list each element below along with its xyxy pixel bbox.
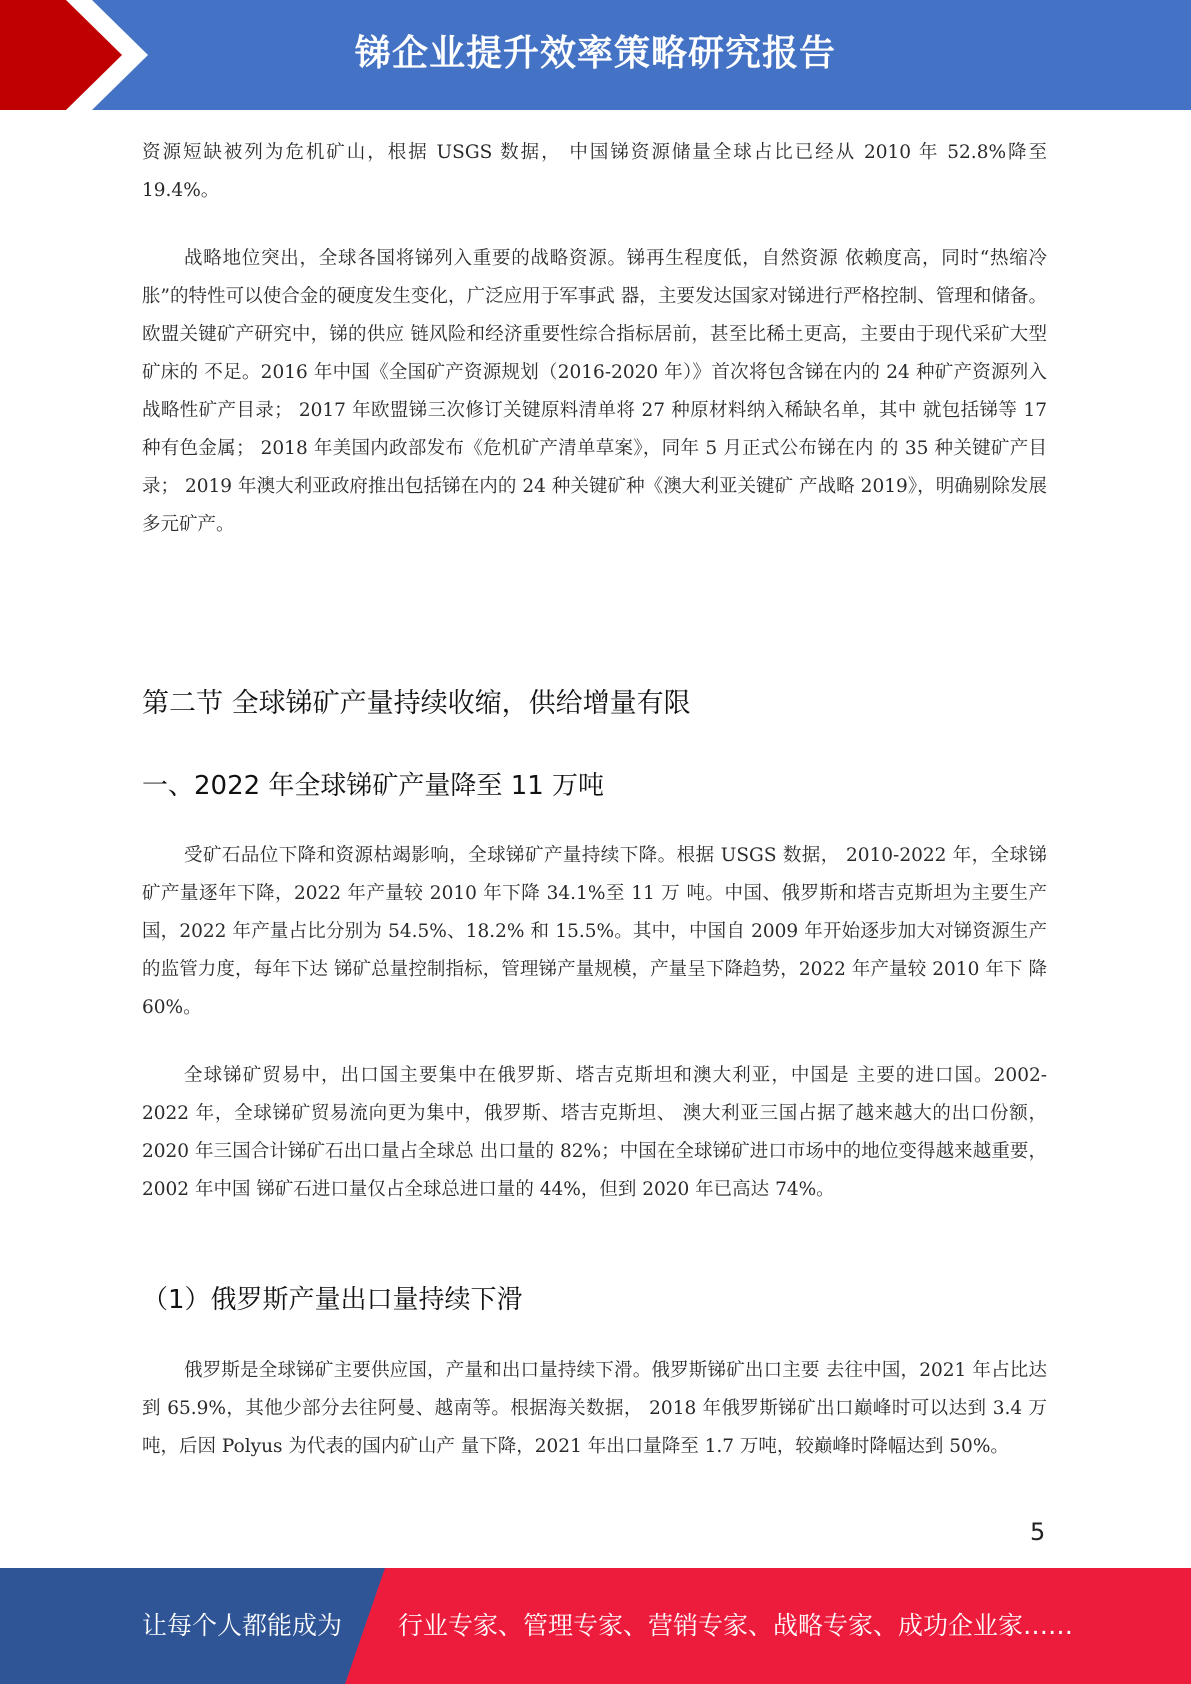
subsubsection-title: （1）俄罗斯产量出口量持续下滑: [142, 1285, 523, 1315]
paragraph-resource-shortage: 资源短缺被列为危机矿山，根据 USGS 数据， 中国锑资源储量全球占比已经从 2010 年 52.8%降至 19.4%。: [142, 142, 1047, 201]
footer-slogan-left: 让每个人都能成为: [142, 1611, 343, 1640]
report-title: 锑企业提升效率策略研究报告: [354, 33, 836, 74]
page-header: [0, 0, 1191, 110]
paragraph-global-trade: 全球锑矿贸易中，出口国主要集中在俄罗斯、塔吉克斯坦和澳大利亚，中国是 主要的进口国。2002-2022 年，全球锑矿贸易流向更为集中，俄罗斯、塔吉克斯坦、 澳大利亚三国占据了越来越大的出口份额，2020 年三国合计锑矿石出口量占全球总 出口量的 82%；中国在全球锑矿进口市场中的地位变得越来越重要， 2002 年中国 锑矿石进口量仅占全球总进口量的 44%，但到 2020 年已高达 74%。: [142, 1065, 1047, 1200]
page-footer: [0, 1568, 1191, 1684]
page-number: 5: [1030, 1518, 1046, 1546]
section-title: 第二节 全球锑矿产量持续收缩，供给增量有限: [142, 688, 691, 719]
paragraph-russia-exports: 俄罗斯是全球锑矿主要供应国，产量和出口量持续下滑。俄罗斯锑矿出口主要 去往中国，2021 年占比达到 65.9%，其他少部分去往阿曼、越南等。根据海关数据， 2018 年俄罗斯锑矿出口巅峰时可以达到 3.4 万吨，后因 Polyus 为代表的国内矿山产 量下降，2021 年出口量降至 1.7 万吨，较巅峰时降幅达到 50%。: [142, 1360, 1047, 1457]
subsection-title: 一、2022 年全球锑矿产量降至 11 万吨: [142, 771, 605, 801]
paragraph-strategic-status: 战略地位突出，全球各国将锑列入重要的战略资源。锑再生程度低，自然资源 依赖度高，同时“热缩冷胀”的特性可以使合金的硬度发生变化，广泛应用于军事武 器，主要发达国家对锑进行严格控制、管理和储备。欧盟关键矿产研究中，锑的供应 链风险和经济重要性综合指标居前，甚至比稀土更高，主要由于现代采矿大型矿床的 不足。2016 年中国《全国矿产资源规划（2016-2020 年）》首次将包含锑在内的 24 种矿产资源列入战略性矿产目录； 2017 年欧盟锑三次修订关键原料清单将 27 种原材料纳入稀缺名单，其中 就包括锑等 17 种有色金属； 2018 年美国内政部发布《危机矿产清单草案》，同年 5 月正式公布锑在内 的 35 种关键矿产目录； 2019 年澳大利亚政府推出包括锑在内的 24 种关键矿种《澳大利亚关键矿 产战略 2019》，明确剔除发展多元矿产。: [142, 248, 1047, 535]
footer-slogan-right: 行业专家、管理专家、营销专家、战略专家、成功企业家……: [398, 1611, 1074, 1640]
paragraph-global-production: 受矿石品位下降和资源枯竭影响，全球锑矿产量持续下降。根据 USGS 数据， 2010-2022 年，全球锑矿产量逐年下降，2022 年产量较 2010 年下降 34.1%至 11 万 吨。中国、俄罗斯和塔吉克斯坦为主要生产国，2022 年产量占比分别为 54.5%、18.2% 和 15.5%。其中，中国自 2009 年开始逐步加大对锑资源生产的监管力度，每年下达 锑矿总量控制指标，管理锑产量规模，产量呈下降趋势，2022 年产量较 2010 年下 降 60%。: [142, 845, 1047, 1018]
